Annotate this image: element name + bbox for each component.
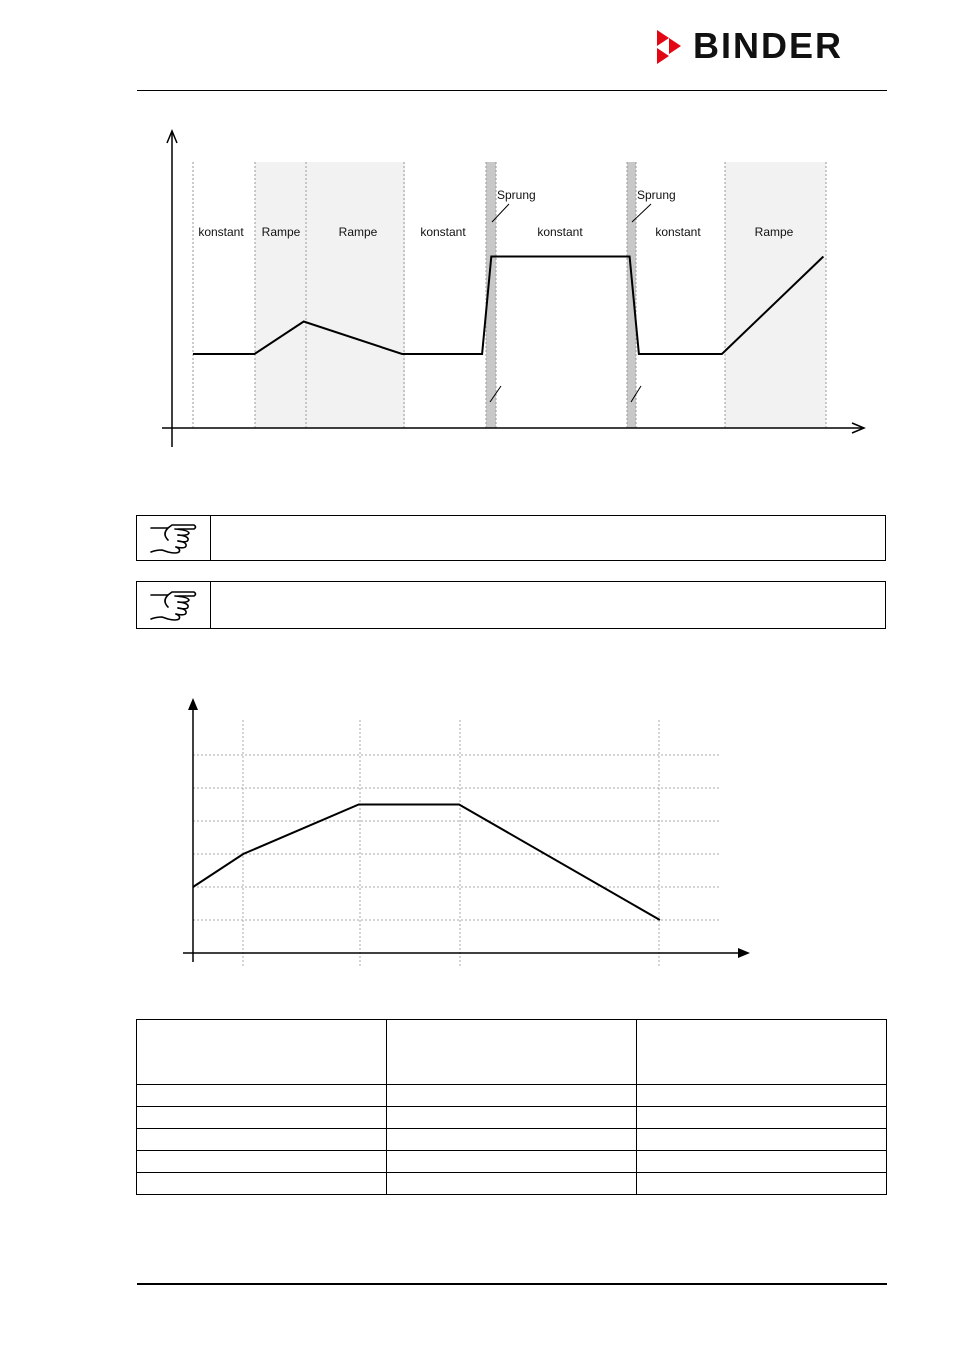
table-cell bbox=[637, 1151, 887, 1173]
header-rule bbox=[137, 90, 887, 91]
table-cell bbox=[387, 1085, 637, 1107]
table-cell bbox=[387, 1107, 637, 1129]
table-header-cell bbox=[387, 1020, 637, 1085]
table-cell bbox=[387, 1173, 637, 1195]
table-cell bbox=[387, 1129, 637, 1151]
segment-label-3: Rampe bbox=[338, 225, 378, 239]
table-header-cell bbox=[137, 1020, 387, 1085]
table-cell bbox=[137, 1085, 387, 1107]
table-cell bbox=[387, 1151, 637, 1173]
step-label-1: Sprung bbox=[497, 188, 536, 202]
table-cell bbox=[637, 1129, 887, 1151]
table-row bbox=[137, 1173, 887, 1195]
note-box-2 bbox=[136, 581, 886, 629]
table-cell bbox=[637, 1107, 887, 1129]
segment-label-1: konstant bbox=[198, 225, 244, 239]
table-header-cell bbox=[637, 1020, 887, 1085]
table-row bbox=[137, 1107, 887, 1129]
segment-label-5: konstant bbox=[537, 225, 583, 239]
table-cell bbox=[137, 1173, 387, 1195]
table-row bbox=[137, 1129, 887, 1151]
table-header-row bbox=[137, 1020, 887, 1085]
brand-name: BINDER bbox=[693, 25, 844, 66]
binder-logo-icon bbox=[655, 28, 685, 66]
program-example-chart bbox=[0, 690, 955, 980]
table-cell bbox=[137, 1151, 387, 1173]
step-label-2: Sprung bbox=[637, 188, 676, 202]
segment-label-6: konstant bbox=[655, 225, 701, 239]
table-cell bbox=[637, 1173, 887, 1195]
table-cell bbox=[137, 1107, 387, 1129]
segment-label-4: konstant bbox=[420, 225, 466, 239]
program-table bbox=[136, 1019, 887, 1195]
table-cell bbox=[637, 1085, 887, 1107]
pointing-hand-icon bbox=[137, 582, 211, 628]
segment-types-chart bbox=[0, 125, 955, 455]
table-row bbox=[137, 1085, 887, 1107]
footer-rule bbox=[137, 1283, 887, 1285]
brand-logo bbox=[655, 25, 887, 66]
program-profile-line bbox=[193, 805, 660, 921]
table-cell bbox=[137, 1129, 387, 1151]
note-box-1 bbox=[136, 515, 886, 561]
segment-label-7: Rampe bbox=[754, 225, 794, 239]
table-row bbox=[137, 1151, 887, 1173]
segment-label-2: Rampe bbox=[261, 225, 301, 239]
pointing-hand-icon bbox=[137, 516, 211, 560]
